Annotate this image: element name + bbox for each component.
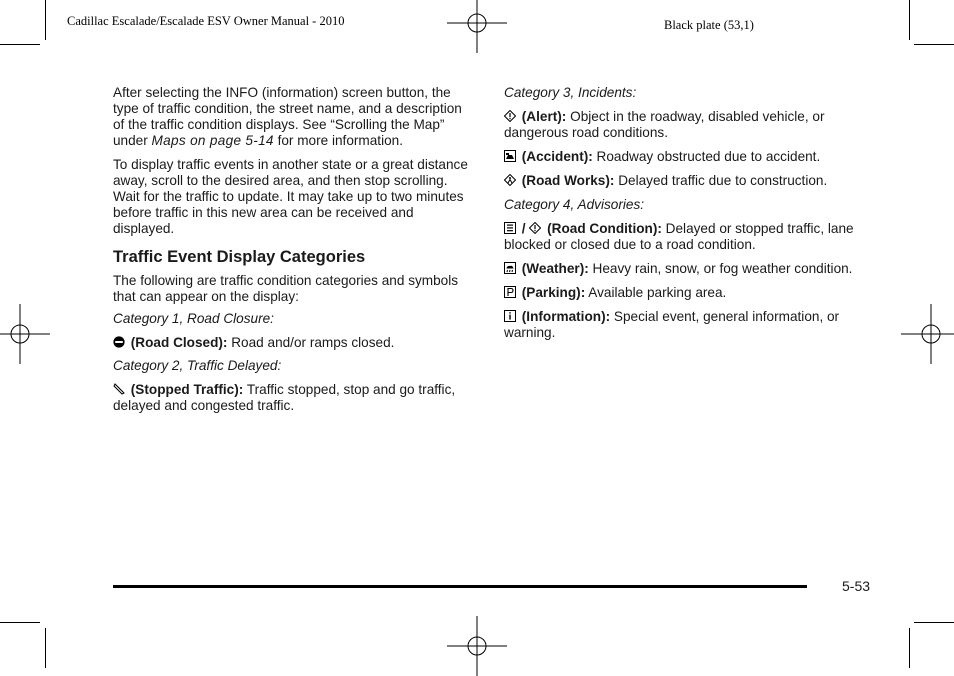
crop-mark: [0, 622, 40, 623]
footer-rule: [113, 585, 807, 588]
page-number: 5-53: [842, 578, 871, 594]
maps-page-link[interactable]: Maps on page 5‑14: [151, 133, 274, 148]
road-closed-icon: [113, 336, 125, 348]
crop-mark: [45, 628, 46, 668]
crop-mark: [914, 44, 954, 45]
stopped-traffic-item: (Stopped Traffic): Traffic stopped, stop and go traffic, delayed and congested traffic.: [113, 382, 456, 413]
section-heading: Traffic Event Display Categories: [113, 248, 366, 266]
accident-item: (Accident): Roadway obstructed due to accident.: [504, 149, 860, 165]
information-item: (Information): Special event, general information, or warning.: [504, 309, 840, 340]
alert-icon: [529, 222, 541, 234]
scroll-paragraph: To display traffic events in another state or a great distance away, scroll to the desired area, and then stop scrolling. Wait for the traffic to update. It may take up to two minutes before traffic in this new area can be received and displayed.: [113, 157, 468, 236]
registration-mark: [0, 304, 50, 364]
parking-icon: [504, 286, 516, 298]
alert-icon: [504, 110, 516, 122]
categories-intro: The following are traffic condition categories and symbols that can appear on the display:: [113, 273, 459, 304]
right-column: [504, 85, 860, 349]
road-works-icon: [504, 174, 516, 186]
registration-mark: [447, 0, 507, 53]
parking-item: (Parking): Available parking area.: [504, 285, 860, 301]
category-3-label: Category 3, Incidents:: [504, 85, 637, 100]
weather-item: (Weather): Heavy rain, snow, or fog weather condition.: [504, 261, 860, 277]
road-closed-item: (Road Closed): Road and/or ramps closed.: [113, 335, 475, 351]
accident-icon: [504, 150, 516, 162]
stopped-traffic-icon: [113, 383, 125, 395]
weather-icon: [504, 262, 516, 274]
road-works-item: (Road Works): Delayed traffic due to construction.: [504, 173, 860, 189]
crop-mark: [909, 628, 910, 668]
category-2-label: Category 2, Traffic Delayed:: [113, 358, 282, 373]
category-1-label: Category 1, Road Closure:: [113, 311, 274, 326]
intro-paragraph: After selecting the INFO (information) screen button, the type of traffic condition, the street name, and a description of the traffic condition displays. See “Scrolling the Map” under Maps on page 5‑14 for more information.: [113, 85, 462, 148]
crop-mark: [45, 0, 46, 40]
road-condition-item: / (Road Condition): Delayed or stopped traffic, lane blocked or closed due to a road condition.: [504, 221, 854, 252]
crop-mark: [914, 622, 954, 623]
manual-title: Cadillac Escalade/Escalade ESV Owner Manual - 2010: [67, 14, 345, 28]
plate-label: Black plate (53,1): [664, 18, 754, 32]
alert-item: (Alert): Object in the roadway, disabled vehicle, or dangerous road conditions.: [504, 109, 825, 140]
category-4-label: Category 4, Advisories:: [504, 197, 645, 212]
registration-mark: [901, 304, 954, 364]
left-column: [113, 85, 475, 422]
crop-mark: [909, 0, 910, 40]
road-condition-icon: [504, 222, 516, 234]
crop-mark: [0, 44, 40, 45]
registration-mark: [447, 616, 507, 676]
information-icon: [504, 310, 516, 322]
